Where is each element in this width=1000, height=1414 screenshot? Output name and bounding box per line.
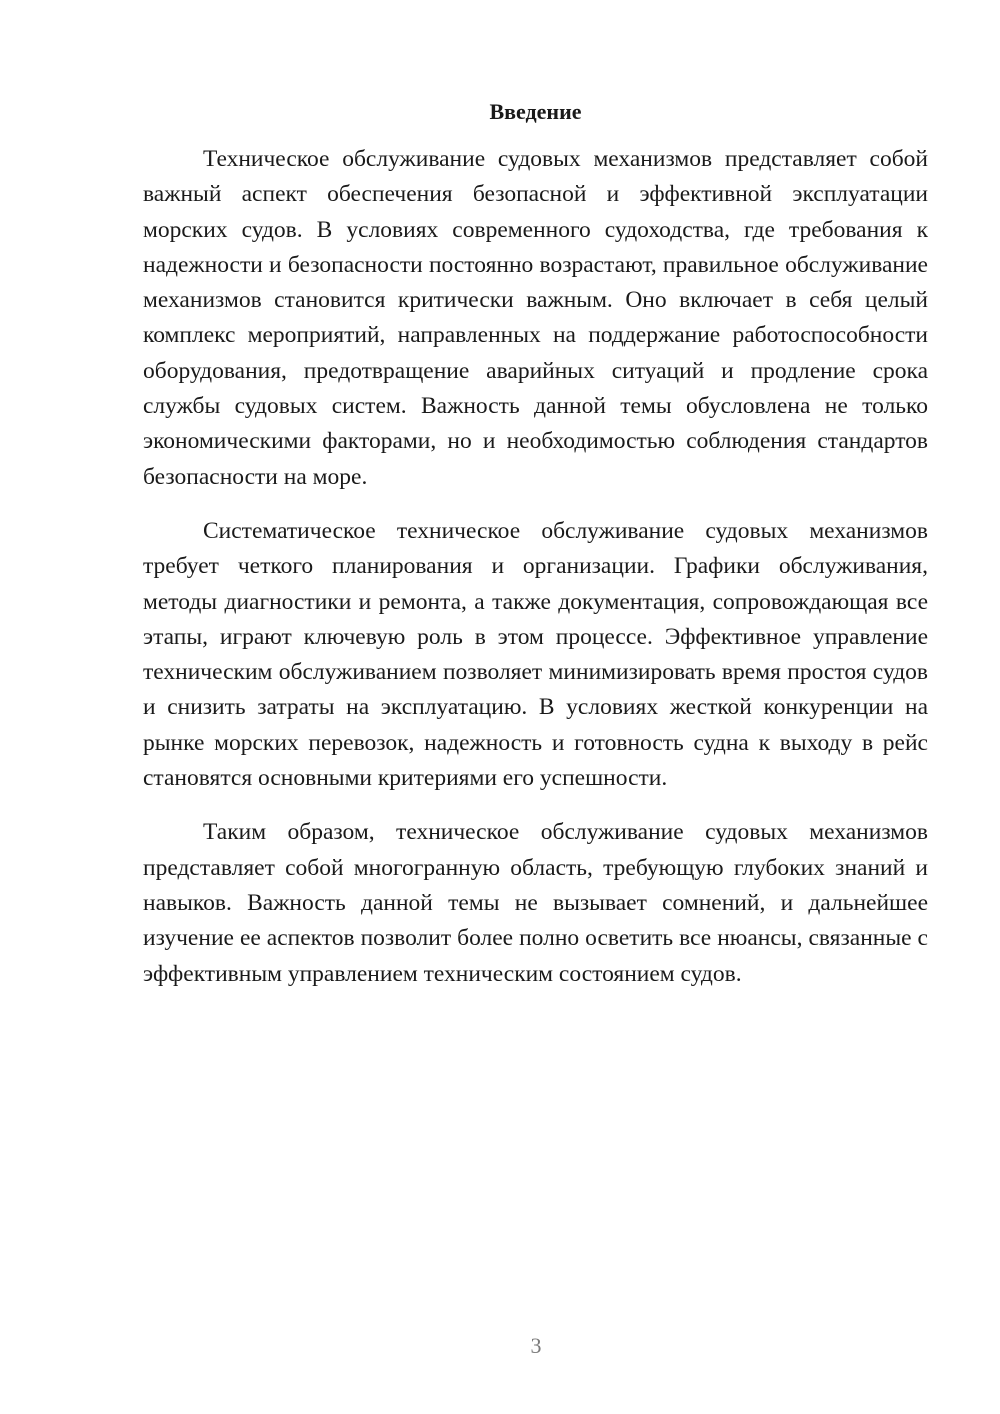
- paragraph-3: Таким образом, техническое обслуживание судовых механизмов представляет собой многогранную область, требующую глубоких знаний и навыков. Важность данной темы не вызывает сомнений, и дальнейшее изучение ее аспектов позволит более полно осветить все нюансы, связанные с эффективным управлением техническим состоянием судов.: [143, 819, 928, 987]
- paragraph-1: Техническое обслуживание судовых механизмов представляет собой важный аспект обеспечения безопасной и эффективной эксплуатации морских судов. В условиях современного судоходства, где требования к надежности и безопасности постоянно возрастают, правильное обслуживание механизмов становится критически важным. Оно включает в себя целый комплекс мероприятий, направленных на поддержание работоспособности оборудования, предотвращение аварийных ситуаций и продление срока службы судовых систем. Важность данной темы обусловлена не только экономическими факторами, но и необходимостью соблюдения стандартов безопасности на море.: [143, 146, 928, 490]
- page-number: 3: [530, 1333, 542, 1358]
- section-heading: Введение: [489, 99, 582, 124]
- paragraph-2: Систематическое техническое обслуживание судовых механизмов требует четкого планирования и организации. Графики обслуживания, методы диагностики и ремонта, а также документация, сопровождающая все этапы, играют ключевую роль в этом процессе. Эффективное управление техническим обслуживанием позволяет минимизировать время простоя судов и снизить затраты на эксплуатацию. В условиях жесткой конкуренции на рынке морских перевозок, надежность и готовность судна к выходу в рейс становятся основными критериями его успешности.: [143, 517, 928, 792]
- body-text: [143, 142, 928, 1011]
